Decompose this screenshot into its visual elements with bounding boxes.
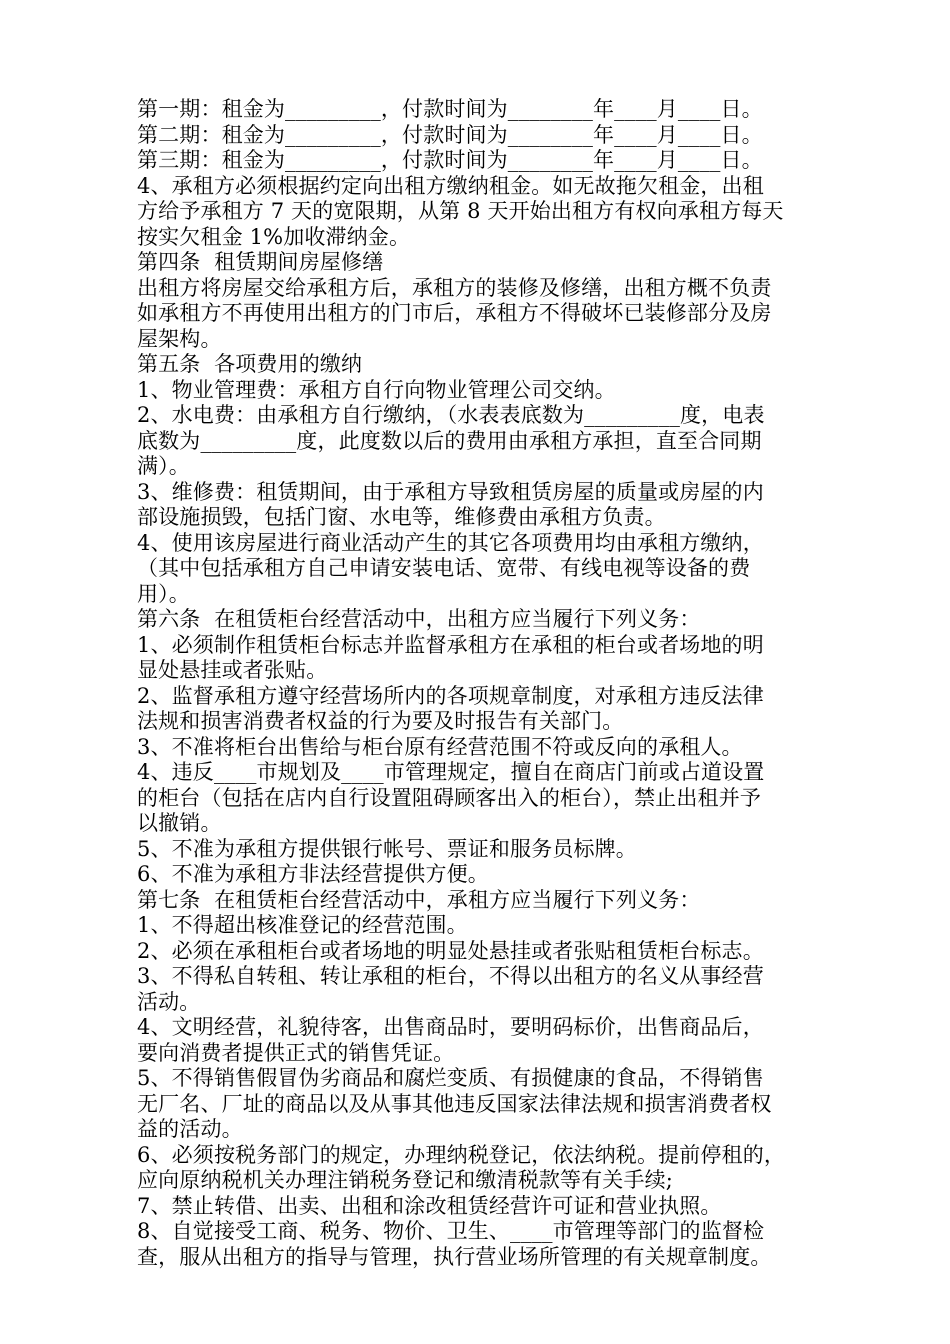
section-heading: 第六条 在租赁柜台经营活动中，出租方应当履行下列义务：	[137, 607, 701, 631]
text-line: 用）。	[137, 581, 190, 606]
text-line: 1、不得超出核准登记的经营范围。	[137, 913, 468, 937]
text-line: 3、不得私自转租、转让承租的柜台，不得以出租方的名义从事经营	[137, 964, 764, 988]
text-line: 第二期：租金为_________，付款时间为________年____月____日。	[137, 122, 763, 147]
text-line: 5、不得销售假冒伪劣商品和腐烂变质、有损健康的食品，不得销售	[137, 1066, 764, 1090]
text-line: 按实欠租金 1%加收滞纳金。	[137, 224, 411, 249]
text-line: 6、必须按税务部门的规定，办理纳税登记，依法纳税。提前停租的，	[137, 1142, 786, 1167]
document-body	[137, 97, 827, 1270]
text-line: 4、使用该房屋进行商业活动产生的其它各项费用均由承租方缴纳，	[137, 530, 764, 555]
text-line: 4、承租方必须根据约定向出租方缴纳租金。如无故拖欠租金，出租	[137, 173, 764, 198]
text-line: 8、自觉接受工商、税务、物价、卫生、____市管理等部门的监督检	[137, 1219, 765, 1243]
text-line: 2、水电费：由承租方自行缴纳，（水表表底数为_________度，电表	[137, 403, 765, 427]
text-line: 7、禁止转借、出卖、出租和涂改租赁经营许可证和营业执照。	[137, 1193, 722, 1218]
section-heading: 第七条 在租赁柜台经营活动中，承租方应当履行下列义务：	[137, 887, 701, 912]
text-line: 1、必须制作租赁柜台标志并监督承租方在承租的柜台或者场地的明	[137, 632, 764, 657]
text-line: 无厂名、厂址的商品以及从事其他违反国家法律法规和损害消费者权	[137, 1091, 772, 1116]
text-line: 6、不准为承租方非法经营提供方便。	[137, 862, 489, 886]
text-line: 4、文明经营，礼貌待客，出售商品时，要明码标价，出售商品后，	[137, 1015, 764, 1039]
text-line: 第三期：租金为_________，付款时间为________年____月____日。	[137, 148, 763, 172]
text-line: 部设施损毁，包括门窗、水电等，维修费由承租方负责。	[137, 505, 666, 529]
text-line: 应向原纳税机关办理注销税务登记和缴清税款等有关手续;	[137, 1168, 673, 1192]
text-line: 屋架构。	[137, 326, 222, 351]
text-line: 3、维修费：租赁期间，由于承租方导致租赁房屋的质量或房屋的内	[137, 479, 764, 504]
text-line: 4、违反____市规划及____市管理规定，擅自在商店门前或占道设置	[137, 760, 765, 784]
text-line: 的柜台（包括在店内自行设置阻碍顾客出入的柜台），禁止出租并予	[137, 785, 761, 810]
text-line: 2、必须在承租柜台或者场地的明显处悬挂或者张贴租赁柜台标志。	[137, 938, 764, 963]
section-heading: 第四条 租赁期间房屋修缮	[137, 250, 384, 274]
text-line: 显处悬挂或者张贴。	[137, 658, 328, 682]
text-line: 要向消费者提供正式的销售凭证。	[137, 1040, 455, 1065]
text-line: （其中包括承租方自己申请安装电话、宽带、有线电视等设备的费	[137, 556, 751, 580]
text-line: 满）。	[137, 454, 190, 478]
text-line: 2、监督承租方遵守经营场所内的各项规章制度，对承租方违反法律	[137, 683, 764, 708]
text-line: 法规和损害消费者权益的行为要及时报告有关部门。	[137, 709, 624, 733]
text-line: 1、物业管理费：承租方自行向物业管理公司交纳。	[137, 377, 616, 402]
text-line: 5、不准为承租方提供银行帐号、票证和服务员标牌。	[137, 836, 637, 861]
text-line: 出租方将房屋交给承租方后，承租方的装修及修缮，出租方概不负责	[137, 275, 772, 300]
text-line: 活动。	[137, 989, 201, 1014]
text-line: 底数为_________度，此度数以后的费用由承租方承担，直至合同期	[137, 428, 762, 453]
text-line: 方给予承租方 7 天的宽限期，从第 8 天开始出租方有权向承租方每天	[137, 199, 784, 223]
text-line: 3、不准将柜台出售给与柜台原有经营范围不符或反向的承租人。	[137, 734, 743, 759]
text-line: 益的活动。	[137, 1117, 243, 1141]
text-line: 查，服从出租方的指导与管理，执行营业场所管理的有关规章制度。	[137, 1244, 772, 1269]
text-line: 如承租方不再使用出租方的门市后，承租方不得破坏已装修部分及房	[137, 301, 772, 325]
text-line: 第一期：租金为_________，付款时间为________年____月____日。	[137, 97, 763, 121]
section-heading: 第五条 各项费用的缴纳	[137, 352, 363, 376]
text-line: 以撤销。	[137, 811, 222, 835]
